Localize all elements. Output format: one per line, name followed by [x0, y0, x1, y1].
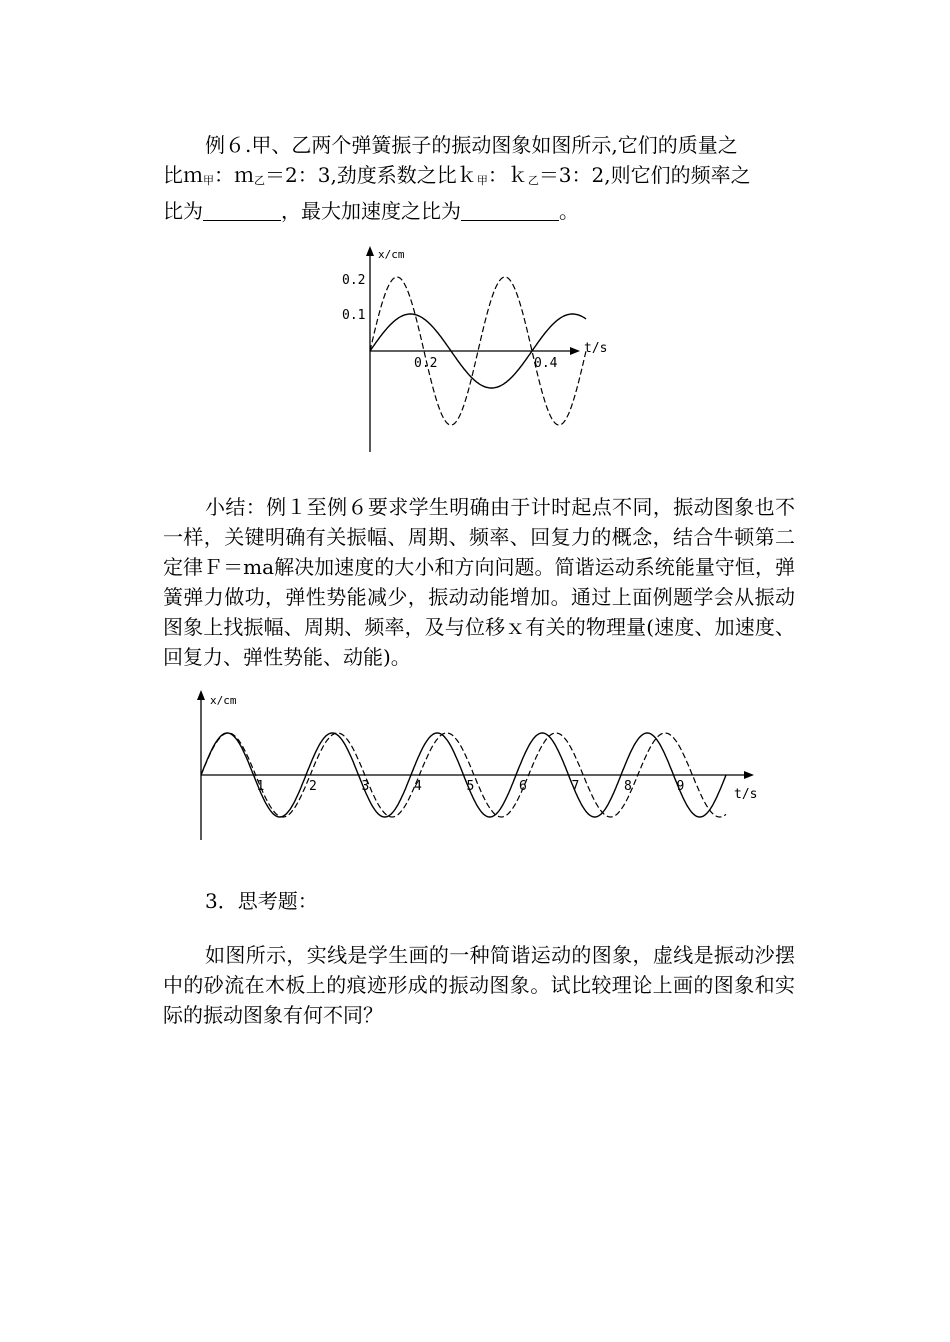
example6-paragraph — [163, 130, 795, 226]
example6-line3 — [163, 196, 795, 226]
fig2-xtick-6: 6 — [519, 779, 527, 794]
sub-yi: 乙 — [254, 174, 265, 187]
sub-yi-k: 乙 — [527, 174, 539, 187]
fig1-xlabel: t/s — [584, 341, 608, 356]
ratio-mass-sep: ：ｍ — [214, 163, 254, 187]
fig2-ylabel: x/cm — [210, 694, 237, 707]
fig2-xlabel: t/s — [734, 787, 758, 802]
fig2-xtick-1: 1 — [256, 779, 265, 794]
example6-line1: 例６.甲、乙两个弹簧振子的振动图象如图所示,它们的质量之 — [205, 133, 738, 157]
summary-paragraph: 小结：例１至例６要求学生明确由于计时起点不同，振动图象也不一样，关键明确有关振幅、周期、频率、回复力的概念，结合牛顿第二定律Ｆ＝ma解决加速度的大小和方向问题。简谐运动系统能量守恒，弹簧弹力做功，弹性势能减少，振动动能增加。通过上面例题学会从振动图象上找振幅、周期、频率，及与位移ｘ有关的物理量(速度、加速度、回复力、弹性势能、动能)。 — [163, 495, 795, 669]
fig2-xtick-9: 9 — [676, 779, 685, 794]
accel-ratio-blank[interactable] — [461, 200, 559, 221]
fig1-ylabel: x/cm — [378, 248, 405, 261]
fig2-xtick-8: 8 — [624, 779, 632, 794]
freq-ratio-label: 比为 — [163, 199, 203, 223]
fig1-ytick-02: 0.2 — [342, 273, 366, 288]
thinking-heading: 3．思考题： — [205, 889, 318, 913]
figure2-vibration-graph — [180, 686, 780, 846]
fig2-xtick-3: 3 — [361, 779, 370, 794]
accel-ratio-label: ，最大加速度之比为 — [281, 199, 461, 223]
fig2-xtick-4: 4 — [414, 779, 422, 794]
sub-jia: 甲 — [203, 174, 214, 187]
ratio-k-sep: ：ｋ — [487, 163, 528, 187]
fig1-x-arrow — [570, 347, 580, 355]
fig1-ytick-01: 0.1 — [342, 308, 366, 323]
fig1-xtick-02: 0.2 — [414, 356, 438, 371]
thinking-question: 如图所示，实线是学生画的一种简谐运动的图象，虚线是振动沙摆中的砂流在木板上的痕迹形成的振动图象。试比较理论上画的图象和实际的振动图象有何不同？ — [163, 943, 795, 1027]
fig2-x-arrow — [744, 771, 754, 779]
freq-ratio-blank[interactable] — [203, 200, 281, 221]
figure1-vibration-graph — [330, 240, 620, 460]
ratio-k-rest: ＝3：2,则它们的频率之 — [538, 163, 751, 187]
fig2-y-arrow — [197, 690, 205, 700]
example6-line2 — [163, 160, 795, 196]
ratio-k-label: ＝2：3,劲度系数之比ｋ — [265, 163, 477, 187]
fig1-xtick-04: 0.4 — [534, 356, 558, 371]
fig2-xtick-2: 2 — [309, 779, 317, 794]
fig2-xtick-5: 5 — [466, 779, 475, 794]
sub-jia-k: 甲 — [476, 174, 488, 187]
fig2-xtick-7: 7 — [571, 779, 580, 794]
period-mark: 。 — [559, 199, 579, 223]
ratio-mass-label: 比ｍ — [163, 163, 203, 187]
fig1-y-arrow — [366, 246, 374, 256]
